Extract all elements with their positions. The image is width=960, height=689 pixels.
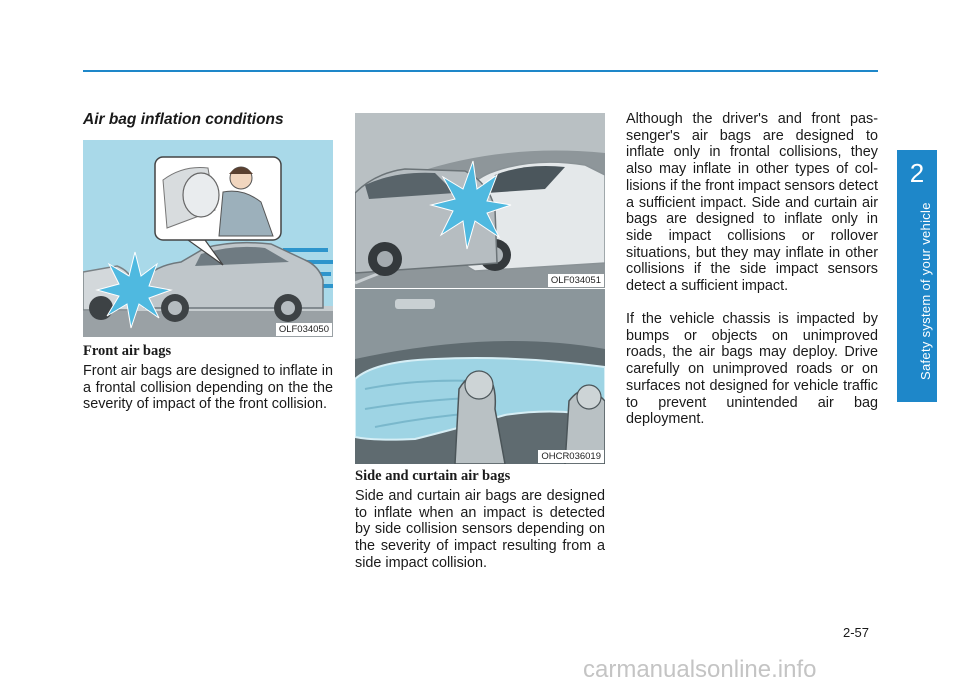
page-number: 2-57 xyxy=(843,625,870,640)
curtain-airbag-figure xyxy=(355,289,605,464)
right-paragraph-1: Although the driver's and front pas-senger's air bags are designed to inflate only in frontal collisions, they also may inflate in other types of col-lisions if the front impact sensors detect a sufficient impact. Side and curtain air bags are designed to inflate only in side impact collisions or rollover situations, but they may inflate in other collisions if the side impact sensors detect a sufficient impact. xyxy=(626,111,878,295)
side-airbags-text: Side and curtain air bags are designed to inflate when an impact is detected by side collision sensors depending on the severity of impact resulting from a side impact collision. xyxy=(355,488,605,571)
chapter-title: Safety system of your vehicle xyxy=(918,202,933,380)
header-rule xyxy=(83,70,878,72)
figure-code: OLF034050 xyxy=(276,323,332,336)
front-airbags-title: Front air bags xyxy=(83,343,172,359)
right-paragraph-2: If the vehicle chassis is impacted by bumps or objects on unimproved roads, the air bags may deploy. Drive carefully on unimproved roads or on surfaces not designed for vehicle traffic to prevent unintended air bag deployment. xyxy=(626,311,878,428)
side-airbags-title: Side and curtain air bags xyxy=(355,468,511,484)
figure-code: OHCR036019 xyxy=(538,450,604,463)
watermark: carmanualsonline.info xyxy=(583,656,817,683)
section-heading: Air bag inflation conditions xyxy=(83,111,284,128)
side-collision-figure xyxy=(355,113,605,288)
chapter-tab xyxy=(897,150,937,402)
front-airbags-text: Front air bags are designed to inflate in a frontal collision depending on the the severity of impact of the front collision. xyxy=(83,363,333,413)
figure-code: OLF034051 xyxy=(548,274,604,287)
chapter-number: 2 xyxy=(909,158,925,188)
frontal-collision-figure xyxy=(83,140,333,337)
